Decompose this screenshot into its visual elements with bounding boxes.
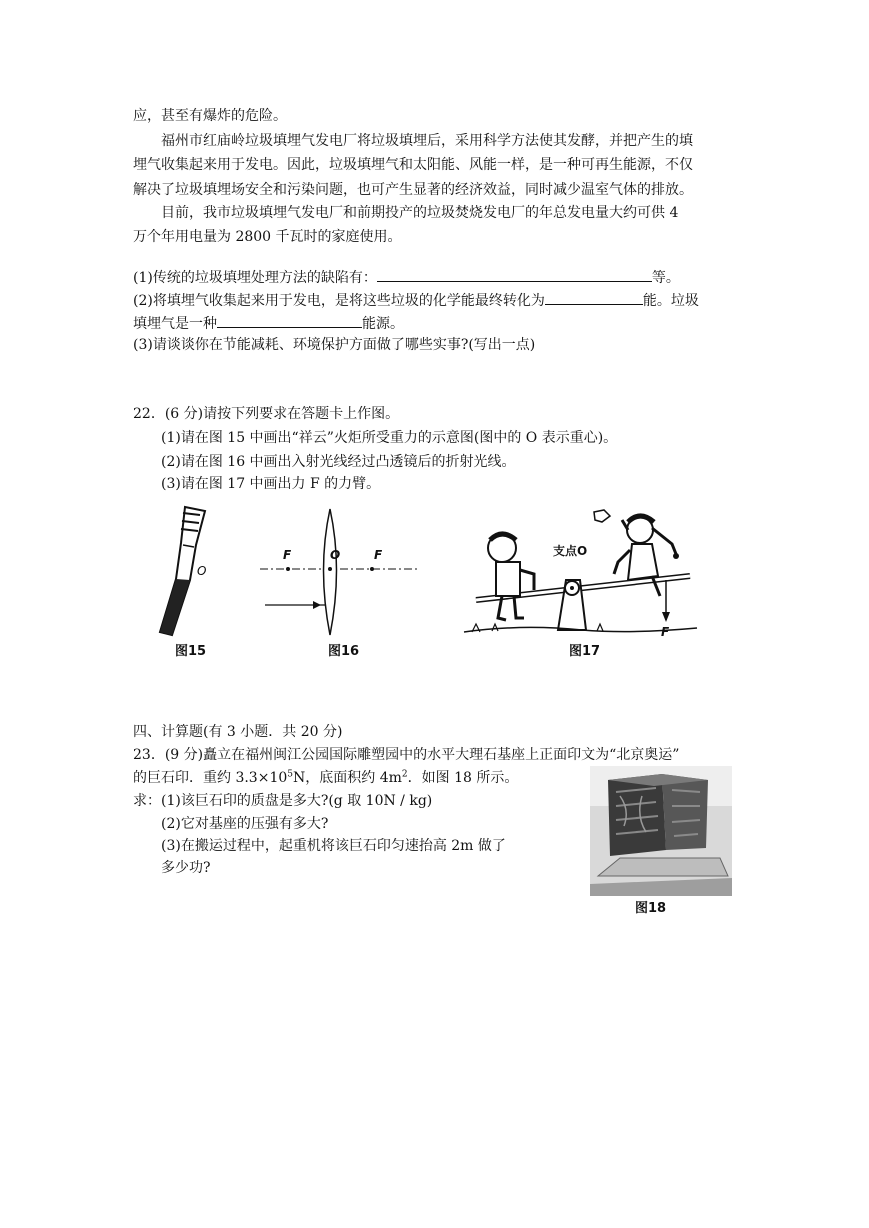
passage-line: 万个年用电量为 2800 千瓦时的家庭使用。: [133, 229, 402, 245]
q21-sub1: (1)传统的垃圾填埋处理方法的缺陷有： 等。: [133, 267, 680, 288]
answer-blank[interactable]: [545, 290, 643, 305]
q23-line1: 23．(9 分)矗立在福州闽江公园国际雕塑园中的水平大理石基座上正面印文为“北京奥运”: [133, 747, 680, 763]
fig17-force-label: F: [661, 625, 670, 639]
q21-sub3: (3)请谈谈你在节能减耗、环境保护方面做了哪些实事?(写出一点): [133, 337, 536, 353]
q23-ask3b: 多少功?: [161, 860, 211, 876]
fig17-pivot-label: 支点O: [553, 544, 588, 558]
q23-ask2: (2)它对基座的压强有多大?: [161, 816, 329, 832]
answer-blank[interactable]: [217, 313, 362, 328]
figure-16-lens: [255, 505, 425, 640]
q23-line2: 的巨石印．重约 $3.3\times 10^5N$，底面积约 $4m^2$．如图 18 所示。: [133, 769, 519, 786]
q22-item3: (3)请在图 17 中画出力 F 的力臂。: [161, 476, 381, 492]
passage-line: 福州市红庙岭垃圾填埋气发电厂将垃圾填埋后，采用科学方法使其发酵，并把产生的填: [161, 133, 693, 149]
figure-15-torch: [150, 505, 220, 640]
q21-sub2b: 填埋气是一种 能源。: [133, 313, 404, 334]
q22-item1: (1)请在图 15 中画出“祥云”火炬所受重力的示意图(图中的 O 表示重心)。: [161, 430, 618, 446]
fig16-f2-label: F: [374, 548, 383, 562]
passage-line: 目前，我市垃圾填埋气发电厂和前期投产的垃圾焚烧发电厂的年总发电量大约可供 4: [161, 205, 679, 221]
q22-item2: (2)请在图 16 中画出入射光线经过凸透镜后的折射光线。: [161, 454, 516, 470]
fig16-o-label: O: [330, 548, 341, 562]
fig16-f1-label: F: [283, 548, 292, 562]
fig17-caption: 图17: [569, 644, 601, 659]
figure-18-stone-seal: [590, 766, 732, 896]
passage-line: 应，甚至有爆炸的危险。: [133, 108, 287, 124]
q23-ask3: (3)在搬运过程中，起重机将该巨石印匀速抬高 2m 做了: [161, 838, 506, 854]
passage-line: 埋气收集起来用于发电。因此，垃圾填埋气和太阳能、风能一样，是一种可再生能源，不仅: [133, 157, 693, 173]
fig15-o-label: O: [197, 564, 207, 578]
fig16-caption: 图16: [328, 644, 360, 659]
q23-ask1: 求：(1)该巨石印的质盘是多大?(g 取 10N / kg): [133, 793, 433, 809]
answer-blank[interactable]: [377, 267, 652, 282]
fig18-caption: 图18: [635, 901, 667, 916]
passage-line: 解决了垃圾填埋场安全和污染问题，也可产生显著的经济效益，同时减少温室气体的排放。: [133, 182, 693, 198]
fig15-caption: 图15: [175, 644, 207, 659]
q21-sub2: (2)将填埋气收集起来用于发电，是将这些垃圾的化学能最终转化为 能。垃圾: [133, 290, 699, 311]
figure-17-seesaw: [462, 500, 702, 640]
section4-title: 四、计算题(有 3 小题．共 20 分): [133, 724, 343, 740]
q22-title: 22．(6 分)请按下列要求在答题卡上作图。: [133, 406, 400, 422]
